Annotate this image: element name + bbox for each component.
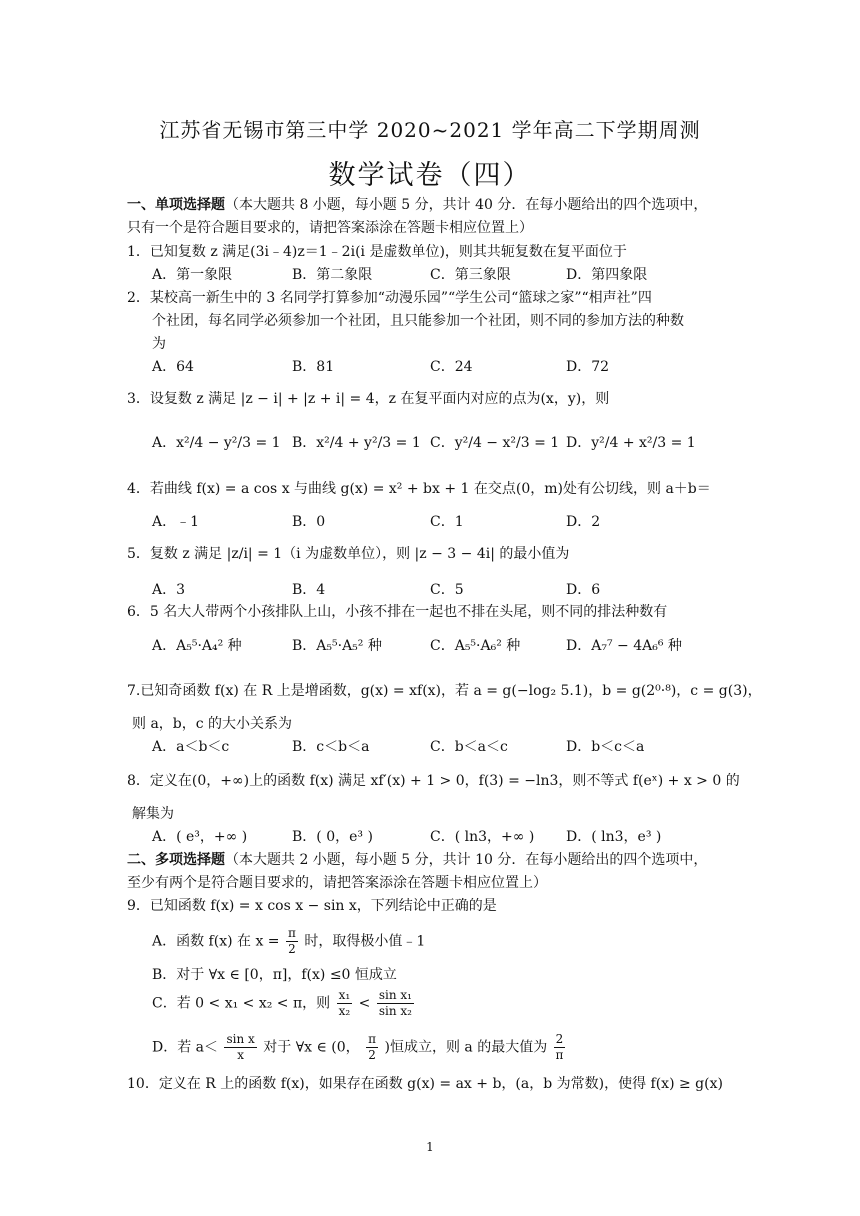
q5-option-d: D．6 xyxy=(566,582,601,598)
q9-option-b: B．对于 ∀x ∈ [0，π]，f(x) ≤0 恒成立 xyxy=(152,967,397,983)
fraction-denominator: sin x₂ xyxy=(378,1004,412,1018)
q9-option-d-mid2: )恒成立，则 a 的最大值为 xyxy=(384,1039,548,1056)
q1-option-c: C．第三象限 xyxy=(430,267,511,283)
q9-option-d-pre: D．若 a＜ xyxy=(152,1039,219,1056)
q4-option-b: B．0 xyxy=(292,514,326,530)
fraction-numerator: 2 xyxy=(555,1032,564,1046)
q1-option-a: A．第一象限 xyxy=(152,267,233,283)
q3-option-b: B．x²/4 + y²/3 = 1 xyxy=(292,435,421,451)
q3-option-a: A．x²/4 − y²/3 = 1 xyxy=(152,435,281,451)
sin-ratio-fraction xyxy=(377,988,414,1019)
section1-heading: 一、单项选择题 xyxy=(127,197,225,213)
q8-stem-line1: 8．定义在(0，+∞)上的函数 f(x) 满足 xf′(x) + 1 > 0，f(3) = −ln3，则不等式 f(eˣ) + x > 0 的 xyxy=(127,773,740,789)
fraction-denominator: x xyxy=(237,1048,245,1062)
q7-option-a: A．a＜b＜c xyxy=(152,739,230,755)
q3-stem: 3．设复数 z 满足 |z − i| + |z + i| = 4，z 在复平面内对应的点为(x，y)，则 xyxy=(127,391,610,407)
q5-option-b: B．4 xyxy=(292,582,326,598)
fraction-denominator: x₂ xyxy=(338,1004,351,1018)
q9-option-a-post: 时，取得极小值﹣1 xyxy=(304,933,426,950)
two-over-pi-fraction xyxy=(554,1032,566,1063)
q9-option-d xyxy=(152,1032,567,1063)
q6-option-a: A．A₅⁵·A₄² 种 xyxy=(152,638,242,654)
q7-stem-line1: 7.已知奇函数 f(x) 在 R 上是增函数，g(x) = xf(x)，若 a = g(−log₂ 5.1)，b = g(2⁰·⁸)，c = g(3)， xyxy=(127,683,762,699)
q5-stem: 5．复数 z 满足 |z/i| = 1（i 为虚数单位），则 |z − 3 − 4i| 的最小值为 xyxy=(127,546,570,562)
fraction-denominator: 2 xyxy=(368,1048,376,1062)
q2-stem-line2: 个社团，每名同学必须参加一个社团，且只能参加一个社团，则不同的参加方法的种数 xyxy=(152,313,684,329)
q9-option-c xyxy=(152,988,416,1019)
exam-title: 江苏省无锡市第三中学 2020~2021 学年高二下学期周测 xyxy=(159,118,701,142)
q4-option-a: A．﹣1 xyxy=(152,514,200,530)
q2-stem-line3: 为 xyxy=(152,336,166,352)
x-ratio-fraction xyxy=(337,988,353,1019)
exam-subtitle: 数学试卷（四） xyxy=(328,160,532,191)
fraction-numerator: x₁ xyxy=(338,988,351,1002)
fraction-denominator: 2 xyxy=(288,942,296,956)
q1-option-d: D．第四象限 xyxy=(566,267,648,283)
section1-desc1: （本大题共 8 小题，每小题 5 分，共计 40 分．在每小题给出的四个选项中， xyxy=(225,197,708,213)
section2-heading: 二、多项选择题 xyxy=(127,852,225,868)
q6-option-d: D．A₇⁷ − 4A₆⁶ 种 xyxy=(566,638,682,654)
q9-stem: 9．已知函数 f(x) = x cos x − sin x，下列结论中正确的是 xyxy=(127,898,497,914)
sinx-over-x-fraction xyxy=(224,1032,256,1063)
q4-option-d: D．2 xyxy=(566,514,601,530)
q2-option-c: C．24 xyxy=(430,359,473,375)
q8-stem-line2: 解集为 xyxy=(132,806,174,822)
q8-option-c: C．( ln3，+∞ ) xyxy=(430,829,535,845)
q2-option-b: B．81 xyxy=(292,359,335,375)
q7-option-d: D．b＜c＜a xyxy=(566,739,645,755)
section2-desc2: 至少有两个是符合题目要求的，请把答案添涂在答题卡相应位置上） xyxy=(127,875,547,891)
pi-over-2-fraction xyxy=(286,926,298,957)
q8-option-a: A．( e³，+∞ ) xyxy=(152,829,248,845)
q3-option-c: C．y²/4 − x²/3 = 1 xyxy=(430,435,560,451)
section2-header xyxy=(127,850,707,870)
less-than-sign: < xyxy=(358,995,371,1012)
page-number: 1 xyxy=(426,1140,434,1154)
q5-option-a: A．3 xyxy=(152,582,186,598)
q7-option-c: C．b＜a＜c xyxy=(430,739,508,755)
q9-option-d-mid: 对于 ∀x ∈ (0， xyxy=(263,1039,360,1056)
q2-option-a: A．64 xyxy=(152,359,194,375)
q9-option-a-pre: A．函数 f(x) 在 x = xyxy=(152,933,280,950)
q7-option-b: B．c＜b＜a xyxy=(292,739,370,755)
q6-option-b: B．A₅⁵·A₅² 种 xyxy=(292,638,382,654)
q6-stem: 6．5 名大人带两个小孩排队上山，小孩不排在一起也不排在头尾，则不同的排法种数有 xyxy=(127,604,668,620)
q2-stem-line1: 2．某校高一新生中的 3 名同学打算参加“动漫乐园”“学生公司“篮球之家”“相声社”四 xyxy=(127,290,652,306)
pi-over-2-fraction xyxy=(366,1032,378,1063)
fraction-numerator: sin x xyxy=(226,1032,255,1046)
q4-option-c: C．1 xyxy=(430,514,464,530)
q1-option-b: B．第二象限 xyxy=(292,267,373,283)
fraction-denominator: π xyxy=(555,1048,564,1062)
fraction-numerator: sin x₁ xyxy=(378,988,412,1002)
section2-desc1: （本大题共 2 小题，每小题 5 分，共计 10 分．在每小题给出的四个选项中， xyxy=(225,852,708,868)
q4-stem: 4．若曲线 f(x) = a cos x 与曲线 g(x) = x² + bx + 1 在交点(0，m)处有公切线，则 a＋b＝ xyxy=(127,481,711,497)
section1-desc2: 只有一个是符合题目要求的，请把答案添涂在答题卡相应位置上） xyxy=(127,220,533,236)
q8-option-d: D．( ln3，e³ ) xyxy=(566,829,662,845)
q3-option-d: D．y²/4 + x²/3 = 1 xyxy=(566,435,696,451)
q7-stem-line2: 则 a，b，c 的大小关系为 xyxy=(132,716,293,732)
fraction-numerator: π xyxy=(288,926,296,940)
section1-header xyxy=(127,195,707,215)
q10-stem: 10．定义在 R 上的函数 f(x)，如果存在函数 g(x) = ax + b，(a，b 为常数)，使得 f(x) ≥ g(x) xyxy=(127,1076,723,1092)
q1-stem: 1．已知复数 z 满足(3i﹣4)z＝1﹣2i(i 是虚数单位)，则其共轭复数在复平面位于 xyxy=(127,244,627,260)
q6-option-c: C．A₅⁵·A₆² 种 xyxy=(430,638,521,654)
q9-option-c-pre: C．若 0 < x₁ < x₂ < π，则 xyxy=(152,995,331,1012)
q5-option-c: C．5 xyxy=(430,582,464,598)
q8-option-b: B．( 0，e³ ) xyxy=(292,829,373,845)
fraction-numerator: π xyxy=(368,1032,377,1046)
q2-option-d: D．72 xyxy=(566,359,610,375)
q9-option-a xyxy=(152,926,425,957)
